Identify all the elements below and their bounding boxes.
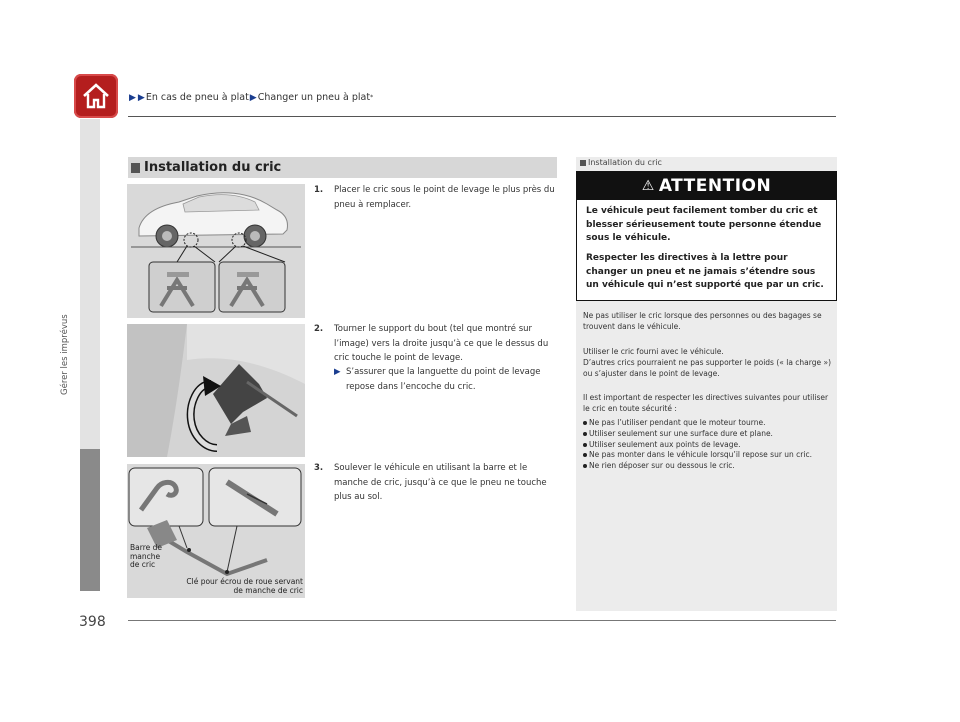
home-icon (81, 81, 111, 111)
chapter-tab[interactable] (80, 449, 100, 591)
footnote-asterisk: * (370, 94, 374, 101)
section-square-icon (131, 163, 140, 173)
list-item: Ne pas l’utiliser pendant que le moteur tourne. (583, 418, 833, 429)
note-instructions: Il est important de respecter les directives suivantes pour utiliser le cric en toute sécurité : (583, 393, 829, 413)
section-header (128, 157, 557, 178)
breadcrumb-link[interactable]: Changer un pneu à plat (257, 92, 371, 103)
note-supplied-jack: Utiliser le cric fourni avec le véhicule. (583, 347, 724, 356)
warning-triangle-icon: ⚠ (641, 178, 655, 194)
warning-paragraph-1: Le véhicule peut facilement tomber du cric et blesser sérieusement toute personne étendue sous le véhicule. (586, 206, 822, 243)
note-other-jacks: D’autres crics pourraient ne pas supporter le poids (« la charge ») ou s’ajuster dans le point de levage. (583, 358, 831, 378)
footer-rule (128, 620, 836, 621)
step-number: 3. (314, 463, 324, 473)
breadcrumb (128, 92, 373, 103)
step-number: 1. (314, 185, 324, 195)
warning-title: ATTENTION (658, 176, 772, 196)
list-item: Ne pas monter dans le véhicule lorsqu’il repose sur un cric. (583, 450, 833, 461)
step-text: Tourner le support du bout (tel que montré sur l’image) vers la droite jusqu’à ce que le dessus du cric touche le point de levage. (334, 324, 549, 363)
step-2 (314, 322, 560, 396)
step-1 (314, 183, 560, 213)
step-text: Placer le cric sous le point de levage le plus près du pneu à remplacer. (334, 185, 555, 210)
wrench-handle-callout: Clé pour écrou de roue servant de manche de cric (186, 577, 303, 595)
triangle-right-icon: ▶ (334, 367, 341, 377)
note-square-icon (580, 160, 586, 166)
note-passengers: Ne pas utiliser le cric lorsque des personnes ou des bagages se trouvent dans le véhicule. (583, 311, 822, 331)
breadcrumb-arrow-icon: ▶ (137, 92, 145, 103)
sidebar-track (80, 119, 100, 449)
breadcrumb-arrow-icon: ▶ (129, 92, 136, 103)
jack-points-illustration (127, 184, 305, 318)
step-subnote-text: S’assurer que la languette du point de levage repose dans l’encoche du cric. (346, 367, 541, 392)
warning-banner (577, 172, 836, 200)
jack-rotation-illustration (127, 324, 305, 457)
home-button[interactable] (74, 74, 118, 118)
chapter-label: Gérer les imprévus (60, 314, 70, 395)
list-item: Utiliser seulement sur une surface dure et plane. (583, 429, 833, 440)
step-3 (314, 461, 560, 505)
list-item: Ne rien déposer sur ou dessous le cric. (583, 461, 833, 472)
breadcrumb-arrow-icon: ▶ (249, 92, 257, 103)
page-number: 398 (79, 614, 106, 630)
jack-handle-illustration (127, 464, 305, 598)
warning-paragraph-2: Respecter les directives à la lettre pour changer un pneu et ne jamais s’étendre sous un véhicule qui n’est supporté que par un cric. (586, 253, 824, 290)
step-text: Soulever le véhicule en utilisant la barre et le manche de cric, jusqu’à ce que le pneu ne touche plus au sol. (334, 463, 547, 502)
header-rule (128, 116, 836, 117)
bullet-list (583, 418, 833, 472)
notes-heading-text: Installation du cric (588, 158, 662, 167)
list-item: Utiliser seulement aux points de levage. (583, 440, 833, 451)
jack-bar-callout: Barre de manche de cric (130, 543, 162, 569)
breadcrumb-link[interactable]: En cas de pneu à plat (145, 92, 249, 103)
notes-heading (580, 158, 662, 167)
step-number: 2. (314, 324, 324, 334)
section-title: Installation du cric (144, 160, 282, 175)
